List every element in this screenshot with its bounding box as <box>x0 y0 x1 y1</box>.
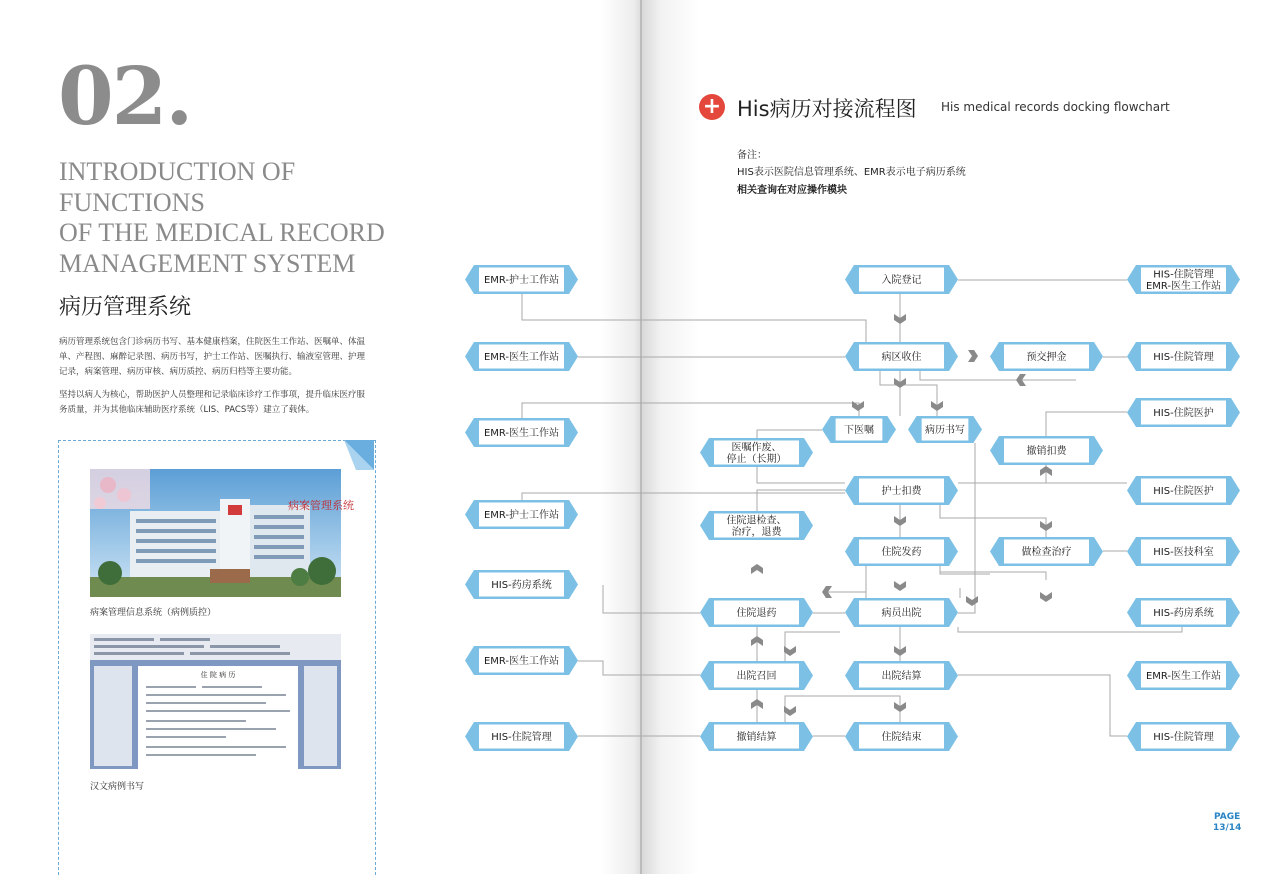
connector-line <box>522 294 866 342</box>
node-label: 治疗，退费 <box>731 526 782 538</box>
node-label: HIS-住院医护 <box>1153 408 1214 419</box>
note-label: 备注： <box>737 150 767 161</box>
flow-node-r8 <box>1127 722 1240 751</box>
flow-node-bingqu <box>845 342 958 371</box>
connector-line <box>785 696 900 722</box>
flow-node-hushi <box>845 476 958 505</box>
record-document-title: 住 院 病 历 <box>200 671 236 679</box>
node-label: 做检查治疗 <box>1021 547 1072 558</box>
node-label: 住院退检查、 <box>726 515 787 527</box>
flow-node-l1 <box>465 265 578 294</box>
node-label: 病员出院 <box>881 608 922 619</box>
node-label: 入院登记 <box>881 275 922 286</box>
flow-node-chexiao <box>990 436 1103 465</box>
flow-node-jiesuan <box>845 661 958 690</box>
intro-line: 记录，病案管理、病历审核、病历质控、病历归档等主要功能。 <box>59 367 298 377</box>
flow-node-shuxie <box>908 416 982 443</box>
node-label: EMR-护士工作站 <box>483 275 560 286</box>
node-label: EMR-医生工作站 <box>1145 280 1222 292</box>
connector-line <box>958 675 1127 736</box>
flow-arrow <box>1040 592 1052 602</box>
flow-node-yujiao <box>990 342 1103 371</box>
node-label: 停止（长期） <box>726 453 787 465</box>
intro-line: 病历管理系统包含门诊病历书写、基本健康档案，住院医生工作站、医嘱单、体温 <box>59 337 366 347</box>
node-label: HIS-住院医护 <box>1153 486 1214 497</box>
flow-node-chexiaojs <box>700 722 813 751</box>
node-label: HIS-住院管理 <box>1153 352 1214 363</box>
node-label: HIS-住院管理 <box>1153 732 1214 743</box>
flow-node-l3 <box>465 418 578 447</box>
node-label: 病区收住 <box>881 352 922 363</box>
node-label: HIS-药房系统 <box>1153 608 1214 619</box>
node-label: HIS-住院管理 <box>491 732 552 743</box>
flow-node-r6 <box>1127 598 1240 627</box>
flow-node-tuijian <box>700 511 813 540</box>
connector-line <box>522 403 859 418</box>
connector-line <box>757 467 845 483</box>
core-line: 坚持以病人为核心，帮助医护人员整理和记录临床诊疗工作事项，提升临床医疗服 <box>59 390 366 400</box>
node-label: EMR-医生工作站 <box>483 352 560 363</box>
flow-node-zuofei <box>700 438 813 467</box>
connector-line <box>578 661 700 675</box>
node-label: 下医嘱 <box>844 425 874 436</box>
connector-line <box>958 443 975 613</box>
connector-line <box>958 465 1046 483</box>
node-label: 住院退药 <box>736 608 777 619</box>
screenshot1-caption: 病案管理信息系统（病例质控） <box>90 608 217 618</box>
intro-line: 单、产程图、麻醉记录图、病历书写，护士工作站、医嘱执行、输液室管理、护理 <box>59 352 366 362</box>
plus-icon: + <box>699 94 725 120</box>
connector-line <box>940 566 990 574</box>
node-label: EMR-医生工作站 <box>1145 671 1222 682</box>
node-layer <box>465 265 1240 751</box>
flow-node-r7 <box>1127 661 1240 690</box>
node-label: 住院结束 <box>881 732 922 743</box>
flow-node-l5 <box>465 570 578 599</box>
flow-node-r1 <box>1127 265 1240 294</box>
flow-node-zhaohui <box>700 661 813 690</box>
connector-line <box>603 585 700 613</box>
flow-arrow <box>894 581 906 591</box>
flow-node-jieshu <box>845 722 958 751</box>
chinese-title: 病历管理系统 <box>59 295 192 320</box>
connector-line <box>785 632 840 661</box>
flow-node-l4 <box>465 500 578 529</box>
node-label: 出院召回 <box>736 671 777 682</box>
english-title-line: MANAGEMENT SYSTEM <box>59 248 356 278</box>
flow-node-r3 <box>1127 398 1240 427</box>
flow-node-r4 <box>1127 476 1240 505</box>
page-value: 13/14 <box>1213 823 1242 833</box>
screenshot2-caption: 汉文病例书写 <box>90 782 145 792</box>
node-label: 预交押金 <box>1026 352 1067 363</box>
connector-line <box>1046 412 1127 436</box>
node-label: HIS-住院管理 <box>1153 269 1214 281</box>
note-query: 相关查询在对应操作模块 <box>737 185 847 196</box>
flow-node-l2 <box>465 342 578 371</box>
core-line: 务质量，并为其他临床辅助医疗系统（LIS、PACS等）建立了载体。 <box>59 405 315 415</box>
flow-node-tuiyao <box>700 598 813 627</box>
connector-line <box>757 430 822 438</box>
note-abbrev: HIS表示医院信息管理系统、EMR表示电子病历系统 <box>737 167 966 178</box>
flow-node-r2 <box>1127 342 1240 371</box>
english-title-line: OF THE MEDICAL RECORD <box>59 218 385 247</box>
connector-line <box>522 493 845 500</box>
node-label: EMR-医生工作站 <box>483 656 560 667</box>
flow-node-l7 <box>465 722 578 751</box>
flow-arrow <box>968 350 978 362</box>
node-label: HIS-医技科室 <box>1153 547 1214 558</box>
flow-node-ruyuan <box>845 265 958 294</box>
connector-line <box>826 592 866 598</box>
connector-line <box>880 371 937 416</box>
node-label: 护士扣费 <box>881 486 922 497</box>
node-label: 撤销结算 <box>736 732 777 743</box>
screenshot-overlay-title: 病案管理系统 <box>288 499 354 512</box>
flow-node-zuojian <box>990 537 1103 566</box>
connector-line <box>940 566 1046 580</box>
connector-line <box>920 371 1076 380</box>
flowchart-title: His病历对接流程图 <box>737 97 917 121</box>
flow-node-r5 <box>1127 537 1240 566</box>
node-label: 病历书写 <box>925 425 965 436</box>
section-number: 02. <box>58 49 192 143</box>
node-label: 撤销扣费 <box>1026 446 1067 457</box>
node-label: 医嘱作废、 <box>731 442 782 454</box>
flow-arrow <box>751 564 763 574</box>
node-label: 住院发药 <box>881 547 922 558</box>
flow-node-l6 <box>465 646 578 675</box>
flow-arrow <box>784 706 796 716</box>
node-label: 出院结算 <box>881 671 922 682</box>
connector-line <box>940 505 1046 537</box>
flow-node-bingren <box>845 598 958 627</box>
flow-arrow <box>966 596 978 606</box>
english-title-line: INTRODUCTION OF <box>59 157 296 186</box>
english-title-line: FUNCTIONS <box>59 187 205 217</box>
node-label: HIS-药房系统 <box>491 580 552 591</box>
flow-node-xiayizhu <box>822 416 896 443</box>
flow-node-fayao <box>845 537 958 566</box>
page-label: PAGE <box>1214 812 1241 822</box>
node-label: EMR-医生工作站 <box>483 428 560 439</box>
node-label: EMR-护士工作站 <box>483 510 560 521</box>
flow-arrow <box>784 646 796 656</box>
flowchart-subtitle: His medical records docking flowchart <box>941 100 1170 114</box>
